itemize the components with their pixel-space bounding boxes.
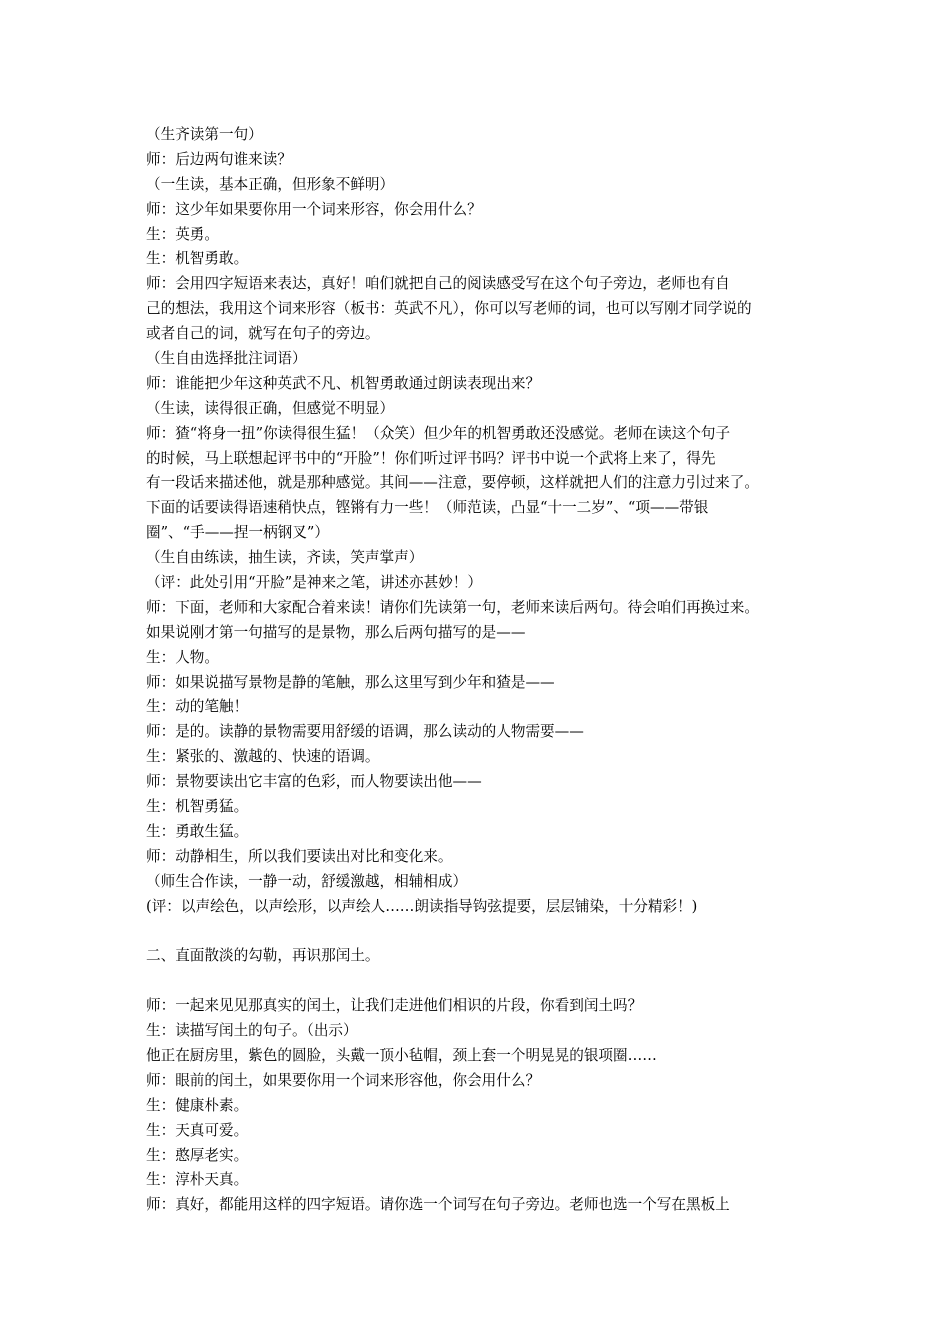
text-line: 生：人物。 xyxy=(146,648,219,666)
text-line: 生：健康朴素。 xyxy=(146,1096,249,1114)
blank-line xyxy=(146,969,822,994)
text-line: 师：动静相生，所以我们要读出对比和变化来。 xyxy=(146,847,453,865)
text-line: 师：眼前的闰土，如果要你用一个词来形容他，你会用什么？ xyxy=(146,1071,541,1089)
text-line: 师：下面，老师和大家配合着来读！请你们先读第一句，老师来读后两句。待会咱们再换过来。 xyxy=(146,598,759,616)
blank-line xyxy=(146,920,822,945)
text-line: 师：会用四字短语来表达，真好！咱们就把自己的阅读感受写在这个句子旁边，老师也有自 xyxy=(146,275,730,293)
text-line: 师：后边两句谁来读？ xyxy=(146,150,292,168)
text-line: 生：英勇。 xyxy=(146,225,219,243)
text-line: 有一段话来描述他，就是那种感觉。其间——注意，要停顿，这样就把人们的注意力引过来了。 xyxy=(146,474,759,492)
text-line: 生：勇敢生猛。 xyxy=(146,822,249,840)
text-line: 生：淳朴天真。 xyxy=(146,1171,249,1189)
text-line: 师：是的。读静的景物需要用舒缓的语调，那么读动的人物需要—— xyxy=(146,723,584,741)
text-line: 他正在厨房里，紫色的圆脸，头戴一顶小毡帽，颈上套一个明晃晃的银项圈…… xyxy=(146,1046,657,1064)
document-body xyxy=(146,123,822,1218)
text-line: 或者自己的词，就写在句子的旁边。 xyxy=(146,325,380,343)
text-line: （师生合作读，一静一动，舒缓激越，相辅相成） xyxy=(146,872,468,890)
text-line: (评：以声绘色，以声绘形，以声绘人……朗读指导钩弦提要，层层铺染，十分精彩！) xyxy=(146,897,698,915)
text-line: （评：此处引用“开脸”是神来之笔，讲述亦甚妙！） xyxy=(146,574,482,592)
text-line: 师：真好，都能用这样的四字短语。请你选一个词写在句子旁边。老师也选一个写在黑板上 xyxy=(146,1196,730,1214)
text-line: （生读，读得很正确，但感觉不明显） xyxy=(146,399,395,417)
text-line: 生：机智勇敢。 xyxy=(146,250,249,268)
text-line: 己的想法，我用这个词来形容（板书：英武不凡），你可以写老师的词，也可以写刚才同学说的 xyxy=(146,300,752,318)
text-line: （生齐读第一句） xyxy=(146,126,263,143)
text-line: 的时候，马上联想起评书中的“开脸”！你们听过评书吗？评书中说一个武将上来了，得先 xyxy=(146,449,716,467)
text-line: （生自由练读，抽生读，齐读，笑声掌声） xyxy=(146,549,424,567)
text-line: 师：这少年如果要你用一个词来形容，你会用什么？ xyxy=(146,200,482,218)
text-line: 师：猹“将身一扭”你读得很生猛！（众笑）但少年的机智勇敢还没感觉。老师在读这个句子 xyxy=(146,424,731,442)
text-line: 生：机智勇猛。 xyxy=(146,798,249,816)
text-line: （一生读，基本正确，但形象不鲜明） xyxy=(146,175,395,193)
text-line: 下面的话要读得语速稍快点，铿锵有力一些！（师范读，凸显“十一二岁”、“项——带银 xyxy=(146,499,709,517)
text-line: 生：憨厚老实。 xyxy=(146,1146,249,1164)
text-line: 圈”、“手——捏一柄钢叉”） xyxy=(146,524,329,542)
text-line: 生：紧张的、激越的、快速的语调。 xyxy=(146,748,380,766)
text-line: 二、直面散淡的勾勒，再识那闰土。 xyxy=(146,947,380,965)
text-line: （生自由选择批注词语） xyxy=(146,350,307,368)
text-line: 师：如果说描写景物是静的笔触，那么这里写到少年和猹是—— xyxy=(146,673,555,691)
text-line: 师：谁能把少年这种英武不凡、机智勇敢通过朗读表现出来？ xyxy=(146,374,541,392)
text-line: 如果说刚才第一句描写的是景物，那么后两句描写的是—— xyxy=(146,623,526,641)
text-line: 师：一起来见见那真实的闰土，让我们走进他们相识的片段，你看到闰土吗？ xyxy=(146,997,643,1015)
text-line: 生：天真可爱。 xyxy=(146,1121,249,1139)
text-line: 生：动的笔触！ xyxy=(146,698,249,716)
text-line: 师：景物要读出它丰富的色彩，而人物要读出他—— xyxy=(146,773,482,791)
text-line: 生：读描写闰土的句子。（出示） xyxy=(146,1022,358,1040)
